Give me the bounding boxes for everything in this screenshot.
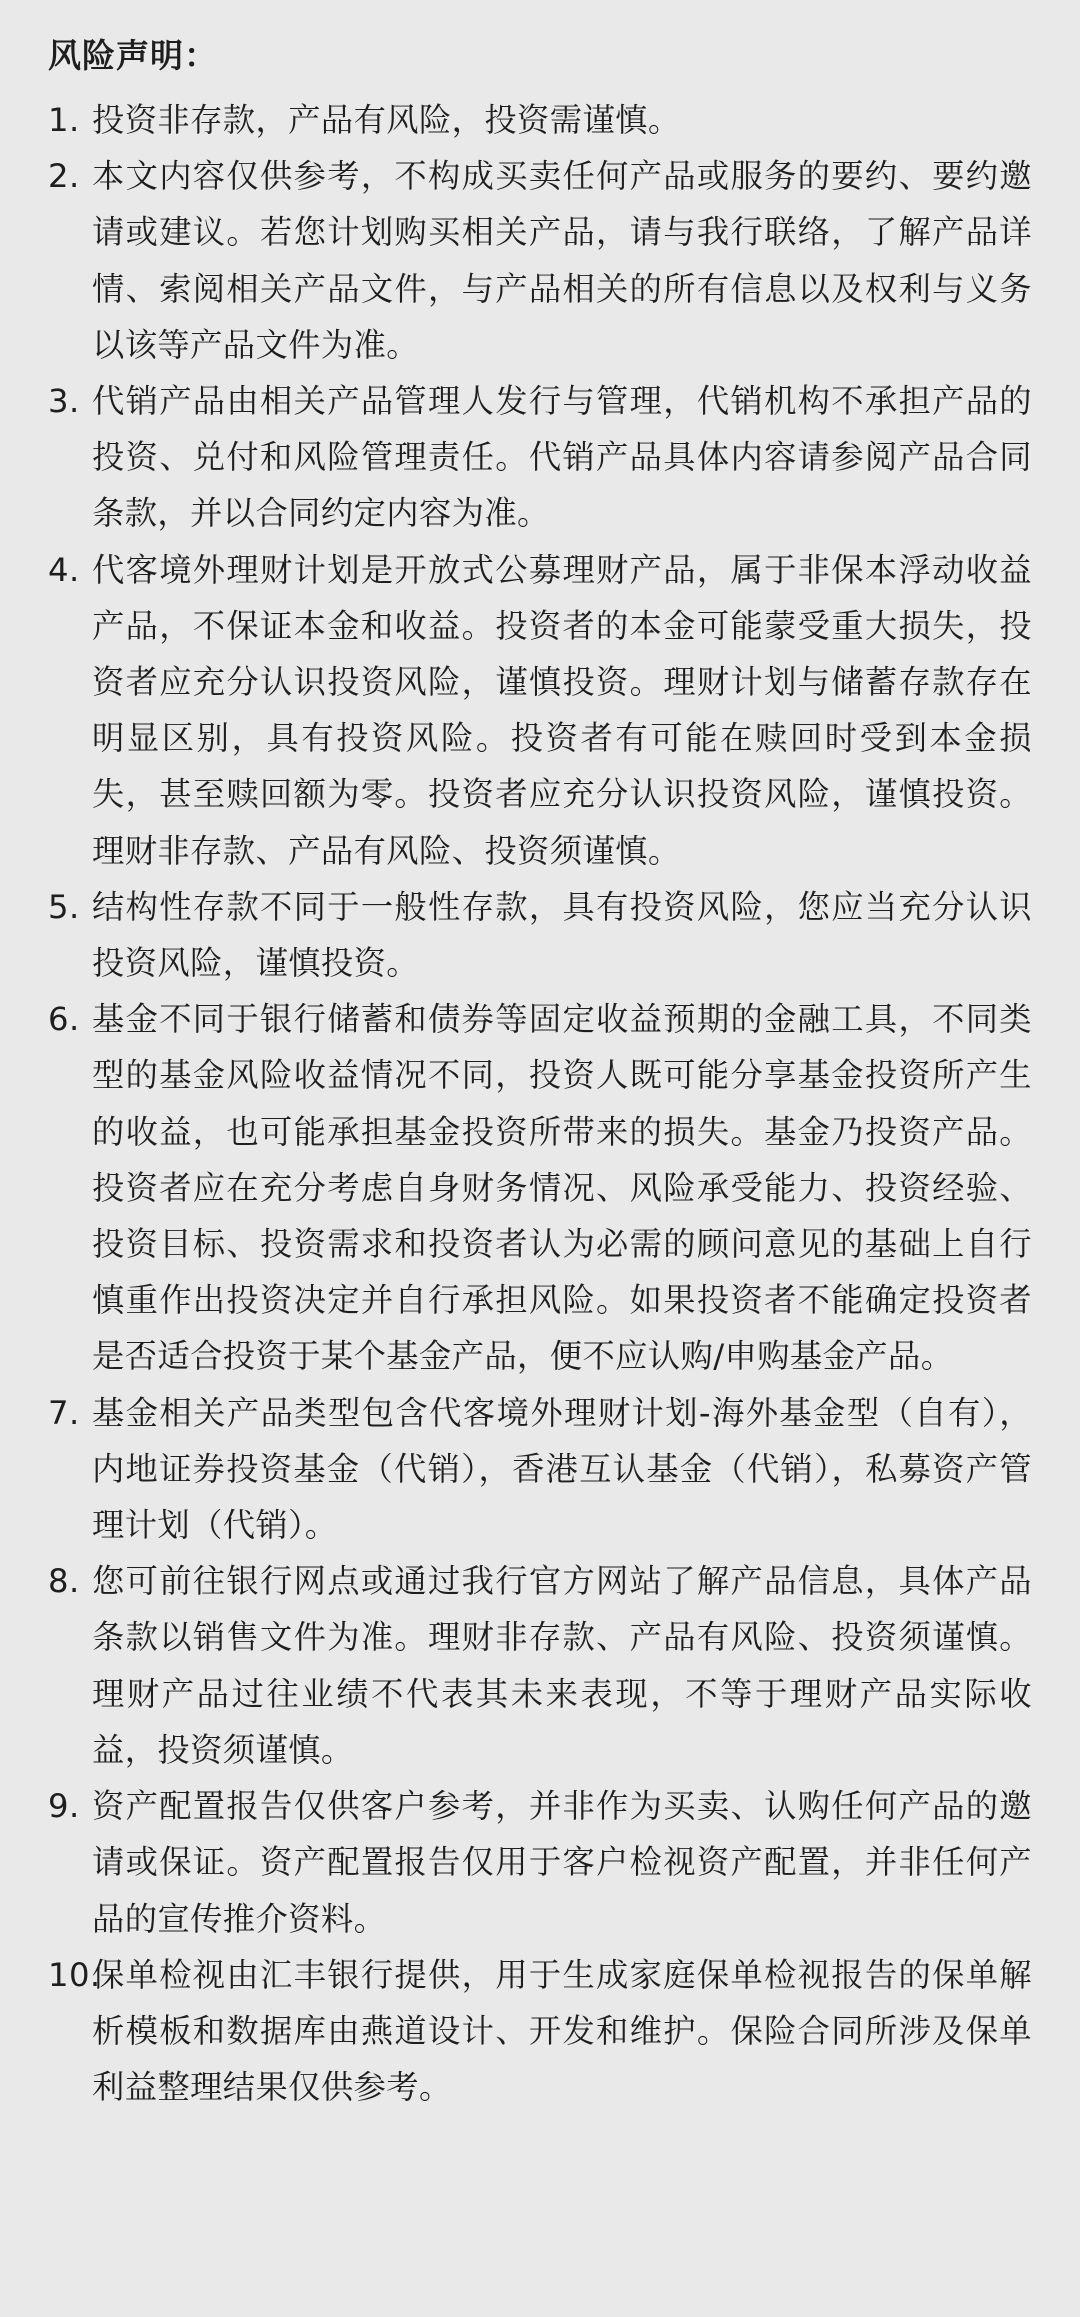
- disclaimer-item: [48, 92, 1032, 148]
- item-number: 6.: [48, 1000, 80, 1039]
- item-number: 5.: [48, 887, 80, 926]
- item-number: 1.: [48, 101, 80, 139]
- disclaimer-item: [48, 373, 1032, 542]
- item-number: 7.: [48, 1393, 80, 1432]
- item-text: 保单检视由汇丰银行提供，用于生成家庭保单检视报告的保单解析模板和数据库由燕道设计、开发和维护。保险合同所涉及保单利益整理结果仅供参考。: [92, 1955, 1032, 2107]
- disclaimer-item: [48, 879, 1032, 991]
- disclaimer-item: [48, 1778, 1032, 1947]
- disclaimer-item: [48, 1385, 1032, 1554]
- disclaimer-item: [48, 1553, 1032, 1778]
- item-text: 本文内容仅供参考，不构成买卖任何产品或服务的要约、要约邀请或建议。若您计划购买相关产品，请与我行联络，了解产品详情、索阅相关产品文件，与产品相关的所有信息以及权利与义务以该等产品文件为准。: [92, 157, 1032, 364]
- disclaimer-item: [48, 991, 1032, 1384]
- disclaimer-item: [48, 542, 1032, 879]
- item-number: 4.: [48, 550, 80, 589]
- item-number: 8.: [48, 1562, 80, 1601]
- item-text: 基金不同于银行储蓄和债券等固定收益预期的金融工具，不同类型的基金风险收益情况不同，投资人既可能分享基金投资所产生的收益，也可能承担基金投资所带来的损失。基金乃投资产品。投资者应在充分考虑自身财务情况、风险承受能力、投资经验、投资目标、投资需求和投资者认为必需的顾问意见的基础上自行慎重作出投资决定并自行承担风险。如果投资者不能确定投资者是否适合投资于某个基金产品，便不应认购/申购基金产品。: [92, 1000, 1032, 1376]
- item-text: 代客境外理财计划是开放式公募理财产品，属于非保本浮动收益产品，不保证本金和收益。投资者的本金可能蒙受重大损失，投资者应充分认识投资风险，谨慎投资。理财计划与储蓄存款存在明显区别，具有投资风险。投资者有可能在赎回时受到本金损失，甚至赎回额为零。投资者应充分认识投资风险，谨慎投资。理财非存款、产品有风险、投资须谨慎。: [92, 550, 1032, 870]
- disclaimer-list: [48, 92, 1032, 2115]
- item-text: 投资非存款，产品有风险，投资需谨慎。: [92, 101, 681, 139]
- item-text: 代销产品由相关产品管理人发行与管理，代销机构不承担产品的投资、兑付和风险管理责任。代销产品具体内容请参阅产品合同条款，并以合同约定内容为准。: [92, 382, 1032, 533]
- item-text: 基金相关产品类型包含代客境外理财计划-海外基金型（自有），内地证券投资基金（代销），香港互认基金（代销），私募资产管理计划（代销）。: [92, 1393, 1032, 1545]
- item-text: 结构性存款不同于一般性存款，具有投资风险，您应当充分认识投资风险，谨慎投资。: [92, 887, 1032, 983]
- item-text: 您可前往银行网点或通过我行官方网站了解产品信息，具体产品条款以销售文件为准。理财非存款、产品有风险、投资须谨慎。理财产品过往业绩不代表其未来表现，不等于理财产品实际收益，投资须谨慎。: [92, 1562, 1032, 1769]
- item-number: 3.: [48, 382, 80, 421]
- disclaimer-title: 风险声明：: [48, 36, 218, 75]
- item-number: 10.: [48, 1955, 101, 1994]
- disclaimer-item: [48, 1947, 1032, 2116]
- item-number: 9.: [48, 1787, 80, 1826]
- item-number: 2.: [48, 157, 80, 196]
- item-text: 资产配置报告仅供客户参考，并非作为买卖、认购任何产品的邀请或保证。资产配置报告仅用于客户检视资产配置，并非任何产品的宣传推介资料。: [92, 1787, 1032, 1938]
- disclaimer-item: [48, 148, 1032, 373]
